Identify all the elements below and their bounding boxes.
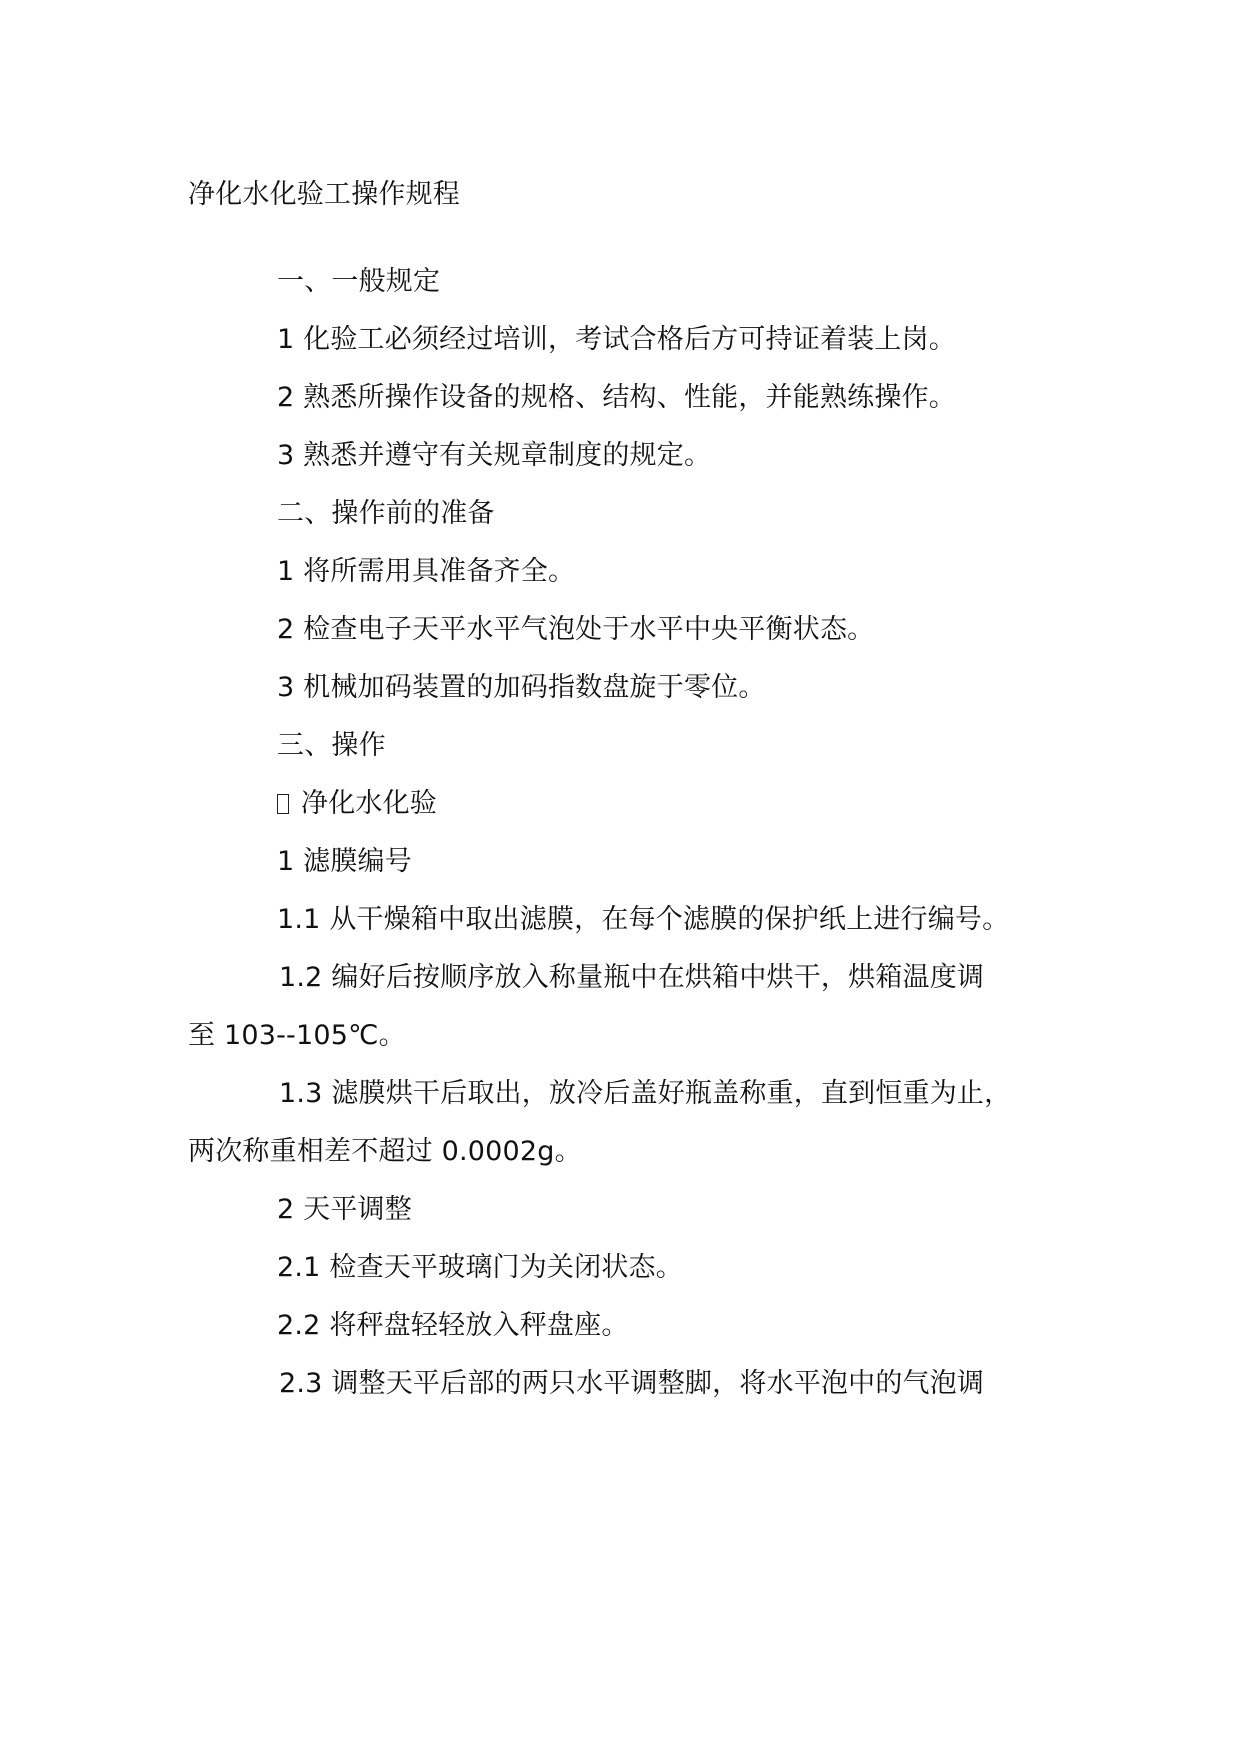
- paragraph-line: 3 熟悉并遵守有关规章制度的规定。: [277, 440, 712, 471]
- section-heading-general: 一、一般规定: [277, 266, 441, 297]
- paragraph-line: 1 将所需用具准备齐全。: [277, 556, 576, 587]
- paragraph-line: 1.2 编好后按顺序放入称量瓶中在烘箱中烘干，烘箱温度调: [279, 962, 985, 993]
- document-title: 净化水化验工操作规程: [188, 179, 460, 210]
- section-heading-operation: 三、操作: [277, 730, 386, 761]
- paragraph-line-continued: 至 103--105℃。: [188, 1020, 406, 1051]
- section-heading-preparation: 二、操作前的准备: [277, 498, 495, 529]
- paragraph-line-continued: 两次称重相差不超过 0.0002g。: [188, 1136, 582, 1167]
- paragraph-line: 1.3 滤膜烘干后取出，放冷后盖好瓶盖称重，直到恒重为止，: [279, 1078, 1012, 1109]
- paragraph-line: 2.1 检查天平玻璃门为关闭状态。: [277, 1252, 683, 1283]
- paragraph-line: 2 检查电子天平水平气泡处于水平中央平衡状态。: [277, 614, 875, 645]
- paragraph-line: 1 化验工必须经过培训，考试合格后方可持证着装上岗。: [277, 324, 956, 355]
- paragraph-line: 2.3 调整天平后部的两只水平调整脚，将水平泡中的气泡调: [279, 1368, 985, 1399]
- paragraph-line: 3 机械加码装置的加码指数盘旋于零位。: [277, 672, 766, 703]
- paragraph-line: 2 熟悉所操作设备的规格、结构、性能，并能熟练操作。: [277, 382, 956, 413]
- paragraph-line: 1.1 从干燥箱中取出滤膜，在每个滤膜的保护纸上进行编号。: [277, 904, 1010, 935]
- subsection-line: [277, 786, 437, 822]
- paragraph-line: 2.2 将秤盘轻轻放入秤盘座。: [277, 1310, 629, 1341]
- paragraph-line: 2 天平调整: [277, 1194, 412, 1225]
- empty-box-icon: [277, 794, 289, 814]
- subsection-label: 净化水化验: [301, 788, 437, 819]
- paragraph-line: 1 滤膜编号: [277, 846, 412, 877]
